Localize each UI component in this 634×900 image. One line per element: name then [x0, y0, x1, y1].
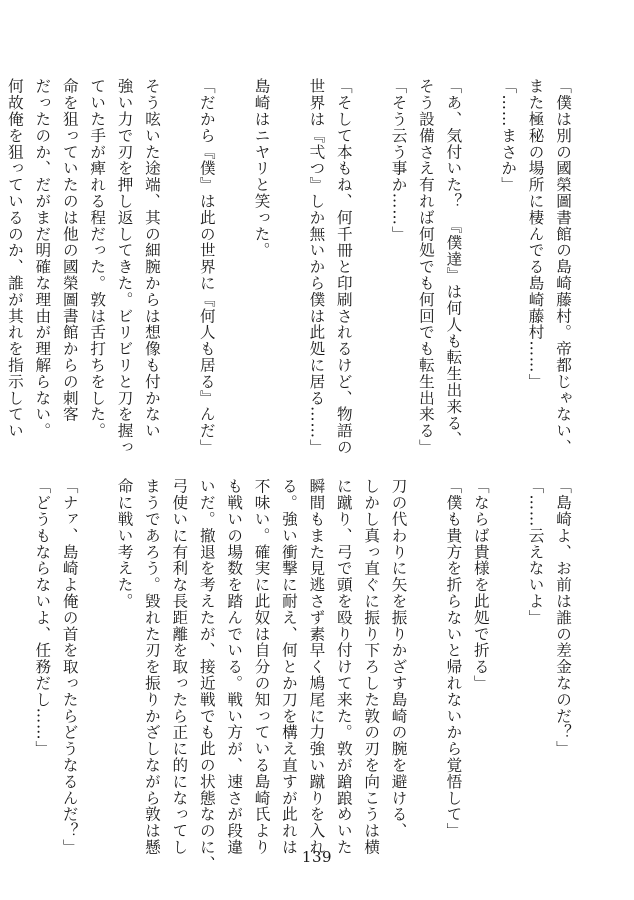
text-line: だったのか、だがまだ明確な理由が理解らない。 [33, 78, 52, 439]
text-line: に蹴り、弓で頭を殴り付けて来た。敦が蹌踉めいた [334, 478, 353, 856]
text-line: 「どうもならないよ、任務だし……」 [33, 478, 52, 757]
text-line: まうであろう。毀れた刃を振りかざしながら敦は懸 [142, 478, 161, 856]
upper-text-block [5, 78, 576, 456]
text-line [0, 478, 1, 814]
text-line: も戦いの場数を踏んでいる。戦い方が、速さが段違 [225, 478, 244, 856]
paragraph-gap [412, 478, 439, 814]
text-line: 「……まさか」 [499, 78, 518, 193]
page-number: 139 [301, 848, 333, 866]
paragraph-gap [494, 478, 521, 814]
paragraph-gap [357, 78, 384, 438]
text-line: る。強い衝撃に耐え、何とか刀を構え直すが此れは [279, 478, 298, 856]
text-line: また極秘の場所に棲んでる島崎藤村……」 [526, 78, 545, 390]
text-line: そう設備さえ有れば何処でも何回でも転生出来る」 [416, 78, 435, 456]
text-line: 命に戦い考えた。 [115, 478, 134, 610]
text-line: ていた手が痺れる程だった。敦は舌打ちをした。 [88, 78, 107, 439]
paragraph-gap [275, 78, 302, 438]
text-line: 「ならば貴様を此処で折る」 [471, 478, 490, 692]
text-line: 「……云えないよ」 [526, 478, 545, 626]
text-line: 「あ、気付いた？ 『僕達』は何人も転生出来る、 [444, 78, 463, 448]
text-line: 世界は『弌つ』しか無いから僕は此処に居る……」 [307, 78, 326, 456]
text-line: 瞬間もまた見逃さず素早く鳩尾に力強い蹴りを入れ [307, 478, 326, 856]
paragraph-gap [1, 478, 28, 814]
text-line: 「そして本もね、何千冊と印刷されるけど、物語の [334, 78, 353, 456]
text-line: 弓使いに有利な長距離を取ったら正に的になってし [170, 478, 189, 856]
text-line: そう呟いた途端、其の細腕からは想像も付かない [142, 78, 161, 439]
text-line: 命を狙っていたのは他の國榮圖書館からの刺客 [60, 78, 79, 423]
paragraph-gap [165, 78, 192, 438]
paragraph-gap [220, 78, 247, 438]
text-line: 島崎はニヤリと笑った。 [252, 78, 271, 259]
text-line: 「ナァ、島崎よ俺の首を取ったらどうなるんだ？」 [60, 478, 79, 856]
text-line: 「だから『僕』は此の世界に『何人も居る』んだ」 [197, 78, 216, 456]
paragraph-gap [466, 78, 493, 438]
text-line: 「そう云う事か……」 [389, 78, 408, 242]
text-line: 何故俺を狙っているのか、誰が其れを指示してい [5, 78, 24, 439]
text-line: 刀の代わりに矢を振りかざす島崎の腕を避ける、 [389, 478, 408, 839]
paragraph-gap [83, 478, 110, 814]
text-line: しかし真っ直ぐに振り下ろした敦の刃を向こうは横 [362, 478, 381, 856]
text-line: 不味い。確実に此奴は自分の知っている島崎氏より [252, 478, 271, 856]
text-line: 「僕も貴方を折らないと帰れないから覚悟して」 [444, 478, 463, 839]
text-line: いだ。撤退を考えたが、接近戦でも此の状態なのに、 [197, 478, 216, 872]
text-line: 「僕は別の國榮圖書館の島崎藤村。帝都じゃない、 [554, 78, 572, 456]
text-line: 強い力で刃を押し返してきた。ビリビリと刀を握っ [115, 78, 134, 456]
text-line: 「島崎よ、お前は誰の差金なのだ？」 [554, 478, 572, 757]
